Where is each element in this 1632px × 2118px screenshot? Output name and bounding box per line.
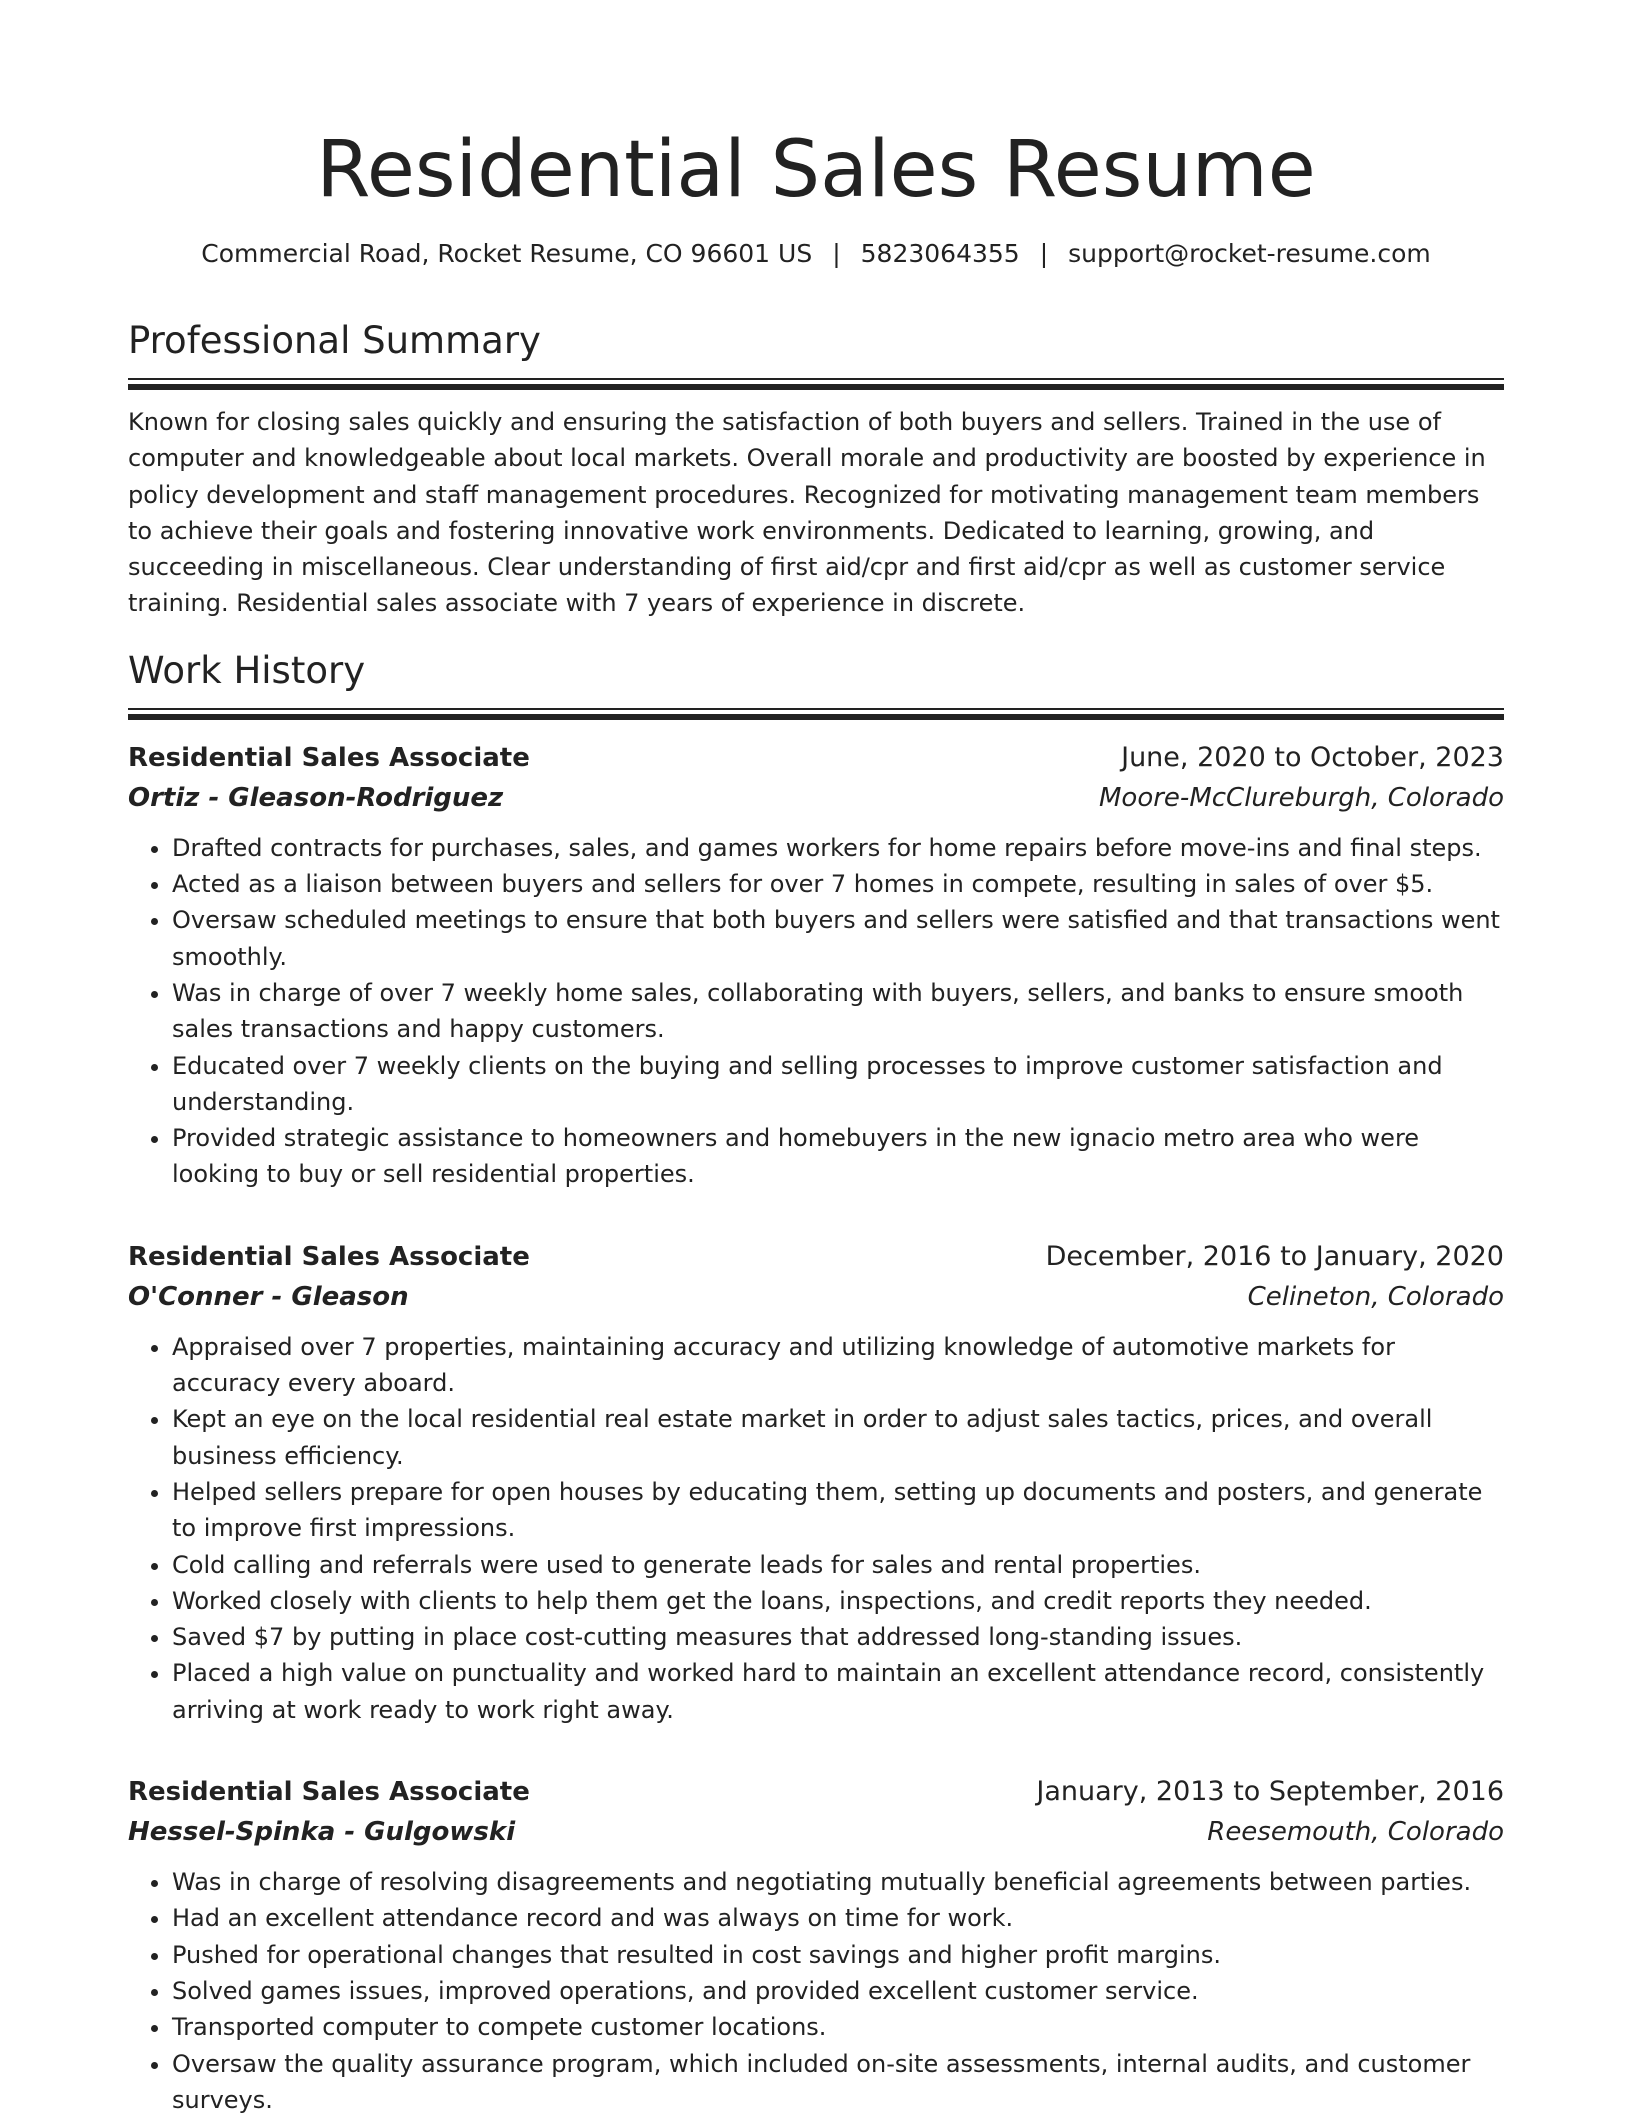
job-title: Residential Sales Associate bbox=[128, 1237, 530, 1277]
contact-separator: | bbox=[812, 238, 860, 270]
summary-text: Known for closing sales quickly and ensuring the satisfaction of both buyers and sellers. Trained in the use of computer and knowledgeable about local markets. Overall morale and productivity are boosted by experience in policy development and staff management procedures. Recognized for motivating management team members to achieve their goals and fostering innovative work environments. Dedicated to learning, growing, and succeeding in miscellaneous. Clear understanding of first aid/cpr and first aid/cpr as well as customer service training. Residential sales associate with 7 years of experience in discrete. bbox=[128, 404, 1504, 622]
job-title-row bbox=[128, 738, 1504, 778]
job-title-row bbox=[128, 1237, 1504, 1277]
job-entry bbox=[128, 1772, 1504, 2118]
job-company: O'Conner - Gleason bbox=[128, 1277, 409, 1317]
job-company: Hessel-Spinka - Gulgowski bbox=[128, 1812, 515, 1852]
job-bullet-list bbox=[128, 1329, 1504, 1728]
section-divider bbox=[128, 708, 1504, 720]
job-bullet: • Educated over 7 weekly clients on the buying and selling processes to improve customer satisfaction and understanding. bbox=[172, 1048, 1504, 1121]
job-bullet: • Provided strategic assistance to homeowners and homebuyers in the new ignacio metro area who were looking to buy or sell residential properties. bbox=[172, 1120, 1504, 1193]
section-divider bbox=[128, 378, 1504, 390]
job-title: Residential Sales Associate bbox=[128, 1772, 530, 1812]
resume-title: Residential Sales Resume bbox=[0, 122, 1632, 218]
job-dates: December, 2016 to January, 2020 bbox=[1046, 1237, 1504, 1277]
job-bullet: • Was in charge of resolving disagreements and negotiating mutually beneficial agreements between parties. bbox=[172, 1864, 1504, 1900]
job-bullet: • Oversaw scheduled meetings to ensure that both buyers and sellers were satisfied and that transactions went smoothly. bbox=[172, 902, 1504, 975]
job-bullet: • Transported computer to compete customer locations. bbox=[172, 2009, 1504, 2045]
job-bullet: • Was in charge of over 7 weekly home sales, collaborating with buyers, sellers, and banks to ensure smooth sales transactions and happy customers. bbox=[172, 975, 1504, 1048]
job-bullet: • Acted as a liaison between buyers and sellers for over 7 homes in compete, resulting in sales of over $5. bbox=[172, 866, 1504, 902]
professional-summary-section bbox=[128, 318, 1504, 622]
job-location: Celineton, Colorado bbox=[1248, 1277, 1504, 1317]
job-entry bbox=[128, 738, 1504, 1193]
job-entry bbox=[128, 1237, 1504, 1728]
job-company: Ortiz - Gleason-Rodriguez bbox=[128, 778, 503, 818]
contact-address: Commercial Road, Rocket Resume, CO 96601 US bbox=[201, 239, 812, 268]
job-bullet: • Kept an eye on the local residential real estate market in order to adjust sales tactics, prices, and overall business efficiency. bbox=[172, 1401, 1504, 1474]
job-company-row bbox=[128, 1812, 1504, 1852]
job-location: Moore-McClureburgh, Colorado bbox=[1099, 778, 1504, 818]
job-bullet: • Oversaw the quality assurance program, which included on-site assessments, internal audits, and customer surveys. bbox=[172, 2046, 1504, 2118]
job-bullet: • Placed a high value on punctuality and worked hard to maintain an excellent attendance record, consistently arriving at work ready to work right away. bbox=[172, 1655, 1504, 1728]
job-title: Residential Sales Associate bbox=[128, 738, 530, 778]
job-bullet: • Worked closely with clients to help them get the loans, inspections, and credit reports they needed. bbox=[172, 1583, 1504, 1619]
job-location: Reesemouth, Colorado bbox=[1207, 1812, 1504, 1852]
job-bullet-list bbox=[128, 1864, 1504, 2118]
job-bullet: • Helped sellers prepare for open houses by educating them, setting up documents and posters, and generate to improve first impressions. bbox=[172, 1474, 1504, 1547]
job-bullet-list bbox=[128, 830, 1504, 1193]
job-dates: June, 2020 to October, 2023 bbox=[1121, 738, 1504, 778]
job-company-row bbox=[128, 778, 1504, 818]
job-bullet: • Saved $7 by putting in place cost-cutting measures that addressed long-standing issues. bbox=[172, 1619, 1504, 1655]
job-bullet: • Appraised over 7 properties, maintaining accuracy and utilizing knowledge of automotive markets for accuracy every aboard. bbox=[172, 1329, 1504, 1402]
contact-line bbox=[0, 238, 1632, 270]
section-heading-summary: Professional Summary bbox=[128, 318, 1504, 364]
resume-content bbox=[128, 318, 1504, 2118]
job-title-row bbox=[128, 1772, 1504, 1812]
job-bullet: • Pushed for operational changes that resulted in cost savings and higher profit margins. bbox=[172, 1937, 1504, 1973]
work-history-section bbox=[128, 648, 1504, 2118]
job-bullet: • Drafted contracts for purchases, sales, and games workers for home repairs before move-ins and final steps. bbox=[172, 830, 1504, 866]
job-dates: January, 2013 to September, 2016 bbox=[1036, 1772, 1504, 1812]
job-bullet: • Had an excellent attendance record and was always on time for work. bbox=[172, 1900, 1504, 1936]
contact-separator: | bbox=[1020, 238, 1068, 270]
job-bullet: • Solved games issues, improved operations, and provided excellent customer service. bbox=[172, 1973, 1504, 2009]
contact-email: support@rocket-resume.com bbox=[1068, 239, 1431, 268]
resume-header bbox=[0, 122, 1632, 270]
job-company-row bbox=[128, 1277, 1504, 1317]
job-bullet: • Cold calling and referrals were used to generate leads for sales and rental properties. bbox=[172, 1547, 1504, 1583]
contact-phone: 5823064355 bbox=[861, 239, 1020, 268]
section-heading-work-history: Work History bbox=[128, 648, 1504, 694]
